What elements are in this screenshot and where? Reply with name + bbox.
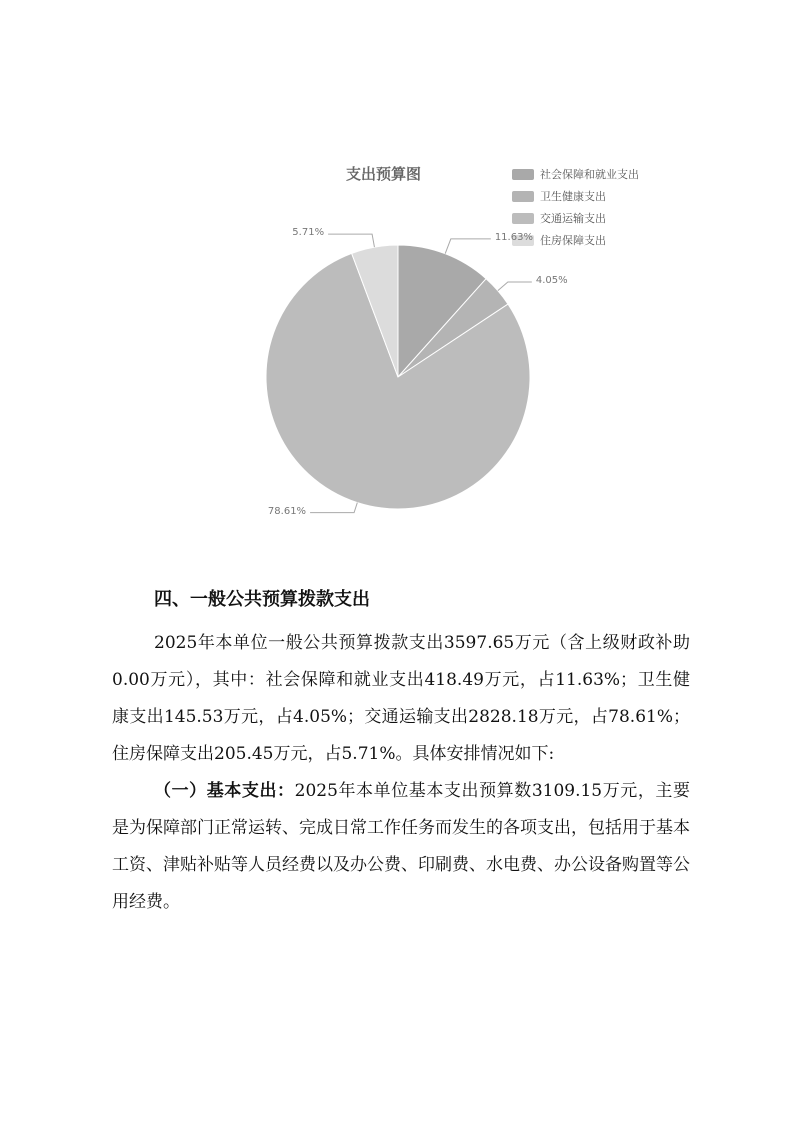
pie-leader-line-2 xyxy=(310,503,357,513)
pie-leader-line-0 xyxy=(445,239,491,254)
legend-label-3: 住房保障支出 xyxy=(540,234,606,247)
pie-data-label-3: 5.71% xyxy=(292,227,325,239)
document-body xyxy=(112,585,690,921)
pie-data-label-2: 78.61% xyxy=(267,505,307,517)
basic-expenditure-label: （一）基本支出： xyxy=(154,781,295,801)
paragraph-basic-expenditure xyxy=(112,773,690,921)
pie-data-label-0: 11.63% xyxy=(494,231,533,243)
section-heading: 四、一般公共预算拨款支出 xyxy=(154,589,370,610)
legend-label-2: 交通运输支出 xyxy=(540,212,606,225)
legend-swatch-2 xyxy=(512,213,534,224)
legend-item-2 xyxy=(512,207,639,229)
basic-expenditure-text: 2025年本单位基本支出预算数3109.15万元，主要是为保障部门正常运转、完成日常工作任务而发生的各项支出，包括用于基本工资、津贴补贴等人员经费以及办公费、印刷费、水电费、办公设备购置等公用经费。 xyxy=(112,781,691,912)
pie-chart-svg xyxy=(0,0,793,560)
legend-swatch-1 xyxy=(512,191,534,202)
legend-item-1 xyxy=(512,185,639,207)
paragraph-appropriation-expenditure: 2025年本单位一般公共预算拨款支出3597.65万元（含上级财政补助0.00万元），其中：社会保障和就业支出418.49万元，占11.63%；卫生健康支出145.53万元，占4.05%；交通运输支出2828.18万元，占78.61%；住房保障支出205.45万元，占5.71%。具体安排情况如下: xyxy=(112,633,690,764)
pie-chart xyxy=(0,0,793,560)
legend-label-1: 卫生健康支出 xyxy=(540,190,606,203)
pie-data-label-1: 4.05% xyxy=(535,275,568,287)
pie-leader-line-3 xyxy=(328,234,374,247)
legend-swatch-0 xyxy=(512,169,534,180)
legend-item-0 xyxy=(512,163,639,185)
pie-leader-line-1 xyxy=(498,282,532,291)
chart-title: 支出预算图 xyxy=(346,165,422,183)
legend-label-0: 社会保障和就业支出 xyxy=(540,168,639,181)
